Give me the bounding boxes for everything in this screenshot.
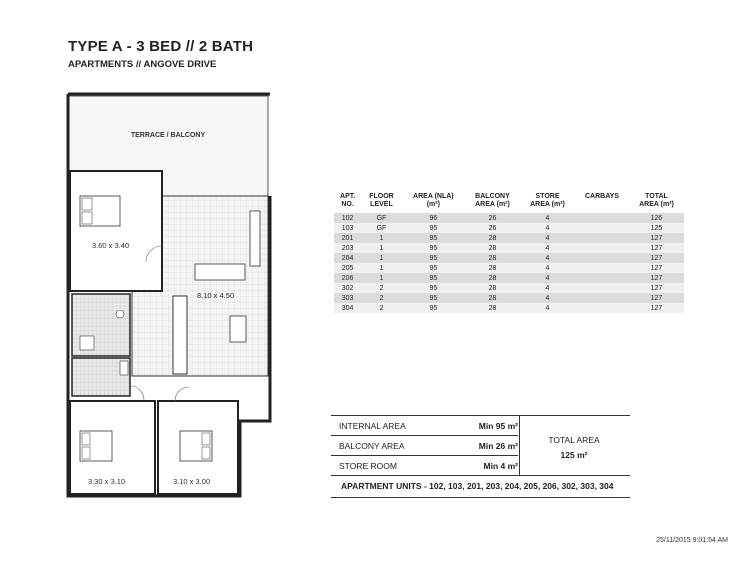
store-room-label: STORE ROOM — [339, 461, 397, 471]
table-cell: 4 — [520, 233, 575, 243]
room-label-living: 8.10 x 4.50 — [197, 291, 235, 300]
table-cell: 204 — [334, 253, 361, 263]
table-cell: 127 — [629, 283, 684, 293]
table-cell: 95 — [402, 253, 465, 263]
column-header-text: FLOOR — [369, 193, 394, 200]
column-header-text: BALCONY — [475, 193, 510, 200]
units-column-header — [520, 193, 575, 213]
table-cell: 127 — [629, 293, 684, 303]
dining-table — [230, 316, 246, 342]
table-cell: 4 — [520, 303, 575, 313]
table-cell: 127 — [629, 253, 684, 263]
table-cell: 127 — [629, 243, 684, 253]
column-header-text: STORE — [535, 193, 560, 200]
table-row — [334, 233, 684, 243]
table-cell — [575, 213, 629, 223]
table-cell: 95 — [402, 263, 465, 273]
table-cell — [575, 273, 629, 283]
table-cell: 96 — [402, 213, 465, 223]
table-cell: 4 — [520, 213, 575, 223]
table-cell: 95 — [402, 273, 465, 283]
room-label-bedroom-3: 3.10 x 3.00 — [173, 477, 211, 486]
table-cell — [575, 253, 629, 263]
table-cell: 28 — [465, 233, 520, 243]
table-cell: 4 — [520, 263, 575, 273]
table-cell: 127 — [629, 263, 684, 273]
table-cell: 28 — [465, 303, 520, 313]
table-cell: 2 — [361, 293, 401, 303]
table-row — [334, 253, 684, 263]
units-column-header — [629, 193, 684, 213]
table-cell — [575, 263, 629, 273]
sofa — [195, 264, 245, 280]
table-cell — [575, 303, 629, 313]
room-label-bedroom-1: 3.60 x 3.40 — [92, 241, 130, 250]
table-cell: 1 — [361, 233, 401, 243]
column-header-text: AREA (m²) — [639, 201, 674, 208]
table-cell: 125 — [629, 223, 684, 233]
table-cell: 304 — [334, 303, 361, 313]
table-cell — [575, 233, 629, 243]
units-table-header — [334, 193, 684, 213]
table-row — [334, 243, 684, 253]
table-cell: 95 — [402, 293, 465, 303]
table-row — [334, 283, 684, 293]
units-column-header — [361, 193, 401, 213]
table-cell: 302 — [334, 283, 361, 293]
table-cell: 201 — [334, 233, 361, 243]
table-row — [334, 303, 684, 313]
table-cell: GF — [361, 213, 401, 223]
table-row — [334, 223, 684, 233]
units-table-body — [334, 213, 684, 313]
kitchen-island — [173, 296, 187, 374]
table-cell: 102 — [334, 213, 361, 223]
table-cell: 28 — [465, 293, 520, 303]
page-title: TYPE A - 3 BED // 2 BATH — [68, 38, 254, 55]
table-cell: 4 — [520, 293, 575, 303]
table-cell: 126 — [629, 213, 684, 223]
table-cell: 127 — [629, 233, 684, 243]
total-area-value: 125 m² — [560, 450, 588, 460]
table-cell: 95 — [402, 233, 465, 243]
total-area-label: TOTAL AREA — [548, 435, 600, 445]
table-cell: 28 — [465, 273, 520, 283]
table-cell: 205 — [334, 263, 361, 273]
column-header-text: (m²) — [426, 201, 440, 208]
column-header-text: NO. — [341, 201, 354, 208]
balcony-area-value: Min 26 m² — [478, 441, 518, 451]
table-cell: 95 — [402, 303, 465, 313]
table-cell — [575, 243, 629, 253]
table-cell: 1 — [361, 243, 401, 253]
table-cell: 28 — [465, 283, 520, 293]
table-cell: 4 — [520, 243, 575, 253]
table-cell: 103 — [334, 223, 361, 233]
column-header-text: CARBAYS — [584, 193, 619, 200]
table-cell: 26 — [465, 223, 520, 233]
table-cell — [575, 223, 629, 233]
table-cell: 203 — [334, 243, 361, 253]
internal-area-value: Min 95 m² — [478, 421, 518, 431]
table-row — [334, 293, 684, 303]
table-cell: 1 — [361, 263, 401, 273]
units-column-header — [575, 193, 629, 213]
column-header-text: TOTAL — [645, 193, 668, 200]
table-cell: 1 — [361, 253, 401, 263]
balcony-area-label: BALCONY AREA — [339, 441, 405, 451]
units-column-header — [465, 193, 520, 213]
column-header-text: AREA (m²) — [475, 201, 510, 208]
bedroom-1 — [70, 171, 162, 291]
table-cell: 26 — [465, 213, 520, 223]
table-cell: 95 — [402, 223, 465, 233]
units-column-header — [402, 193, 465, 213]
table-cell: 4 — [520, 253, 575, 263]
table-cell: 28 — [465, 253, 520, 263]
table-cell: 303 — [334, 293, 361, 303]
table-row — [334, 263, 684, 273]
table-cell: 4 — [520, 283, 575, 293]
table-cell: 206 — [334, 273, 361, 283]
column-header-text: AREA (m²) — [530, 201, 565, 208]
timestamp: 25/11/2015 9:01:54 AM — [656, 537, 728, 544]
table-cell: 2 — [361, 303, 401, 313]
units-table — [334, 193, 684, 313]
units-column-header — [334, 193, 361, 213]
table-cell — [575, 293, 629, 303]
terrace-label: TERRACE / BALCONY — [130, 132, 206, 139]
column-header-text: APT. — [340, 193, 356, 200]
table-row — [334, 273, 684, 283]
table-cell: GF — [361, 223, 401, 233]
table-cell: 95 — [402, 283, 465, 293]
table-cell: 28 — [465, 263, 520, 273]
internal-area-label: INTERNAL AREA — [339, 421, 406, 431]
table-cell: 127 — [629, 273, 684, 283]
table-cell: 4 — [520, 223, 575, 233]
room-label-bedroom-2: 3.30 x 3.10 — [88, 477, 126, 486]
table-row — [334, 213, 684, 223]
store-room-value: Min 4 m² — [483, 461, 518, 471]
table-cell: 4 — [520, 273, 575, 283]
page-subtitle: APARTMENTS // ANGOVE DRIVE — [68, 59, 217, 70]
table-cell: 95 — [402, 243, 465, 253]
table-cell: 2 — [361, 283, 401, 293]
column-header-text: AREA (NLA) — [413, 193, 454, 200]
column-header-text: LEVEL — [370, 201, 393, 208]
area-summary — [331, 415, 630, 498]
table-cell: 127 — [629, 303, 684, 313]
table-cell: 28 — [465, 243, 520, 253]
floor-plan — [60, 86, 280, 506]
table-cell: 1 — [361, 273, 401, 283]
table-cell — [575, 283, 629, 293]
apartment-units-list: APARTMENT UNITS - 102, 103, 201, 203, 204, 205, 206, 302, 303, 304 — [341, 481, 614, 491]
